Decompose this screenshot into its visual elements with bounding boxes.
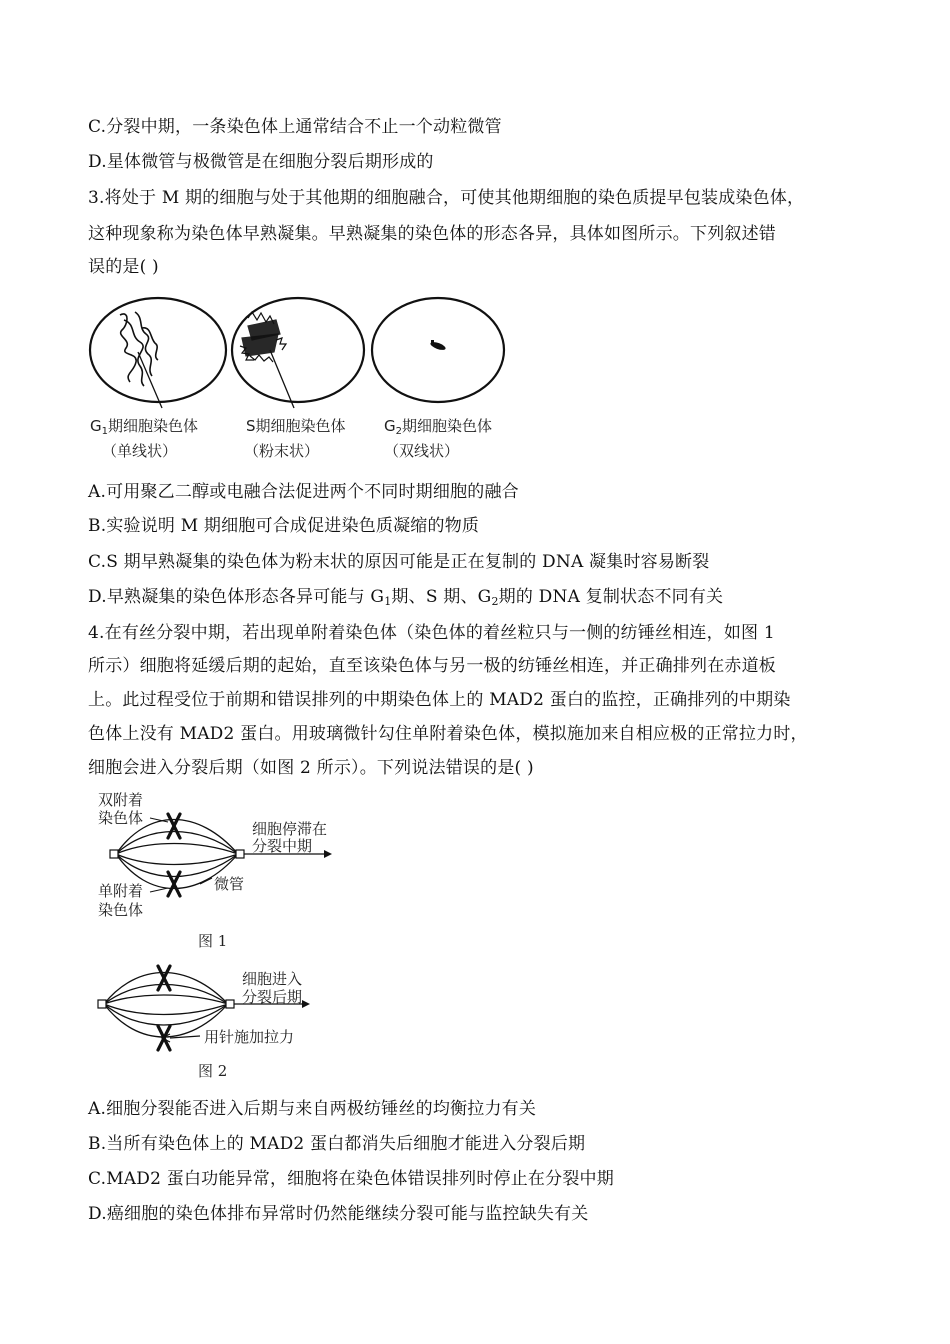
enter-label-1: 细胞进入: [242, 970, 303, 988]
q4-stem-line-5: 细胞会进入分裂后期（如图 2 所示）。下列说法错误的是( ): [88, 758, 534, 778]
double-attached-label-1: 双附着: [98, 791, 144, 809]
q3-stem-line-1: 3.将处于 M 期的细胞与处于其他期的细胞融合，可使其他期细胞的染色质提早包装成染色体，: [88, 188, 805, 208]
q3-option-c: C.S 期早熟凝集的染色体为粉末状的原因可能是正在复制的 DNA 凝集时容易断裂: [88, 552, 710, 572]
single-attached-chromosome: [168, 872, 180, 896]
q3-option-a: A.可用聚乙二醇或电融合法促进两个不同时期细胞的融合: [88, 482, 519, 502]
q2-option-d: D.星体微管与极微管是在细胞分裂后期形成的: [88, 152, 434, 172]
g1-shape-label: （单线状）: [102, 442, 178, 460]
needle-label: 用针施加拉力: [204, 1028, 295, 1046]
s-label: S期细胞染色体: [246, 417, 346, 435]
q4-option-c: C.MAD2 蛋白功能异常，细胞将在染色体错误排列时停止在分裂中期: [88, 1169, 614, 1189]
s-shape-label: （粉末状）: [244, 442, 320, 460]
q3-figure-cells: [80, 290, 520, 470]
pole-right: [236, 850, 244, 858]
pole-left-2: [98, 1000, 106, 1008]
q4-stem-line-4: 色体上没有 MAD2 蛋白。用玻璃微针勾住单附着染色体，模拟施加来自相应极的正常拉力时，: [88, 724, 808, 744]
q3-stem-line-2: 这种现象称为染色体早熟凝集。早熟凝集的染色体的形态各异，具体如图所示。下列叙述错: [88, 224, 776, 244]
g1-cell: [90, 298, 226, 402]
q3-stem-line-3: 误的是( ): [88, 257, 159, 277]
g2-label: $G_2$期细胞染色体: [384, 417, 493, 437]
q4-stem-line-3: 上。此过程受位于前期和错误排列的中期染色体上的 MAD2 蛋白的监控，正确排列的中期染: [88, 690, 791, 710]
g1-label: $G_1$期细胞染色体: [90, 417, 199, 437]
pole-left: [110, 850, 118, 858]
g2-shape-label: （双线状）: [384, 442, 460, 460]
q4-option-a: A.细胞分裂能否进入后期与来自两极纺锤丝的均衡拉力有关: [88, 1099, 537, 1119]
q3-option-d: D.早熟凝集的染色体形态各异可能与 $G_1$期、S 期、$G_2$期的 DNA 复制状态不同有关: [88, 587, 724, 608]
pole-right-2: [226, 1000, 234, 1008]
s-chromosome-powder: [240, 312, 286, 362]
arrest-label-1: 细胞停滞在: [252, 820, 328, 838]
figure-2-caption: 图 2: [198, 1062, 228, 1080]
microtubule-label: 微管: [214, 875, 245, 893]
double-attached-label-2: 染色体: [98, 809, 144, 827]
q4-option-b: B.当所有染色体上的 MAD2 蛋白都消失后细胞才能进入分裂后期: [88, 1134, 586, 1154]
lower-chromosome-fig2: [158, 1026, 170, 1050]
q4-option-d: D.癌细胞的染色体排布异常时仍然能继续分裂可能与监控缺失有关: [88, 1204, 589, 1224]
single-attached-label-2: 染色体: [98, 901, 144, 919]
figure-1-caption: 图 1: [198, 932, 228, 950]
arrest-label-2: 分裂中期: [252, 837, 313, 855]
q4-figure-2: [88, 960, 348, 1085]
q4-stem-line-1: 4.在有丝分裂中期，若出现单附着染色体（染色体的着丝粒只与一侧的纺锤丝相连，如图 1: [88, 623, 775, 643]
q4-stem-line-2: 所示）细胞将延缓后期的起始，直至该染色体与另一极的纺锤丝相连，并正确排列在赤道板: [88, 656, 776, 676]
g2-chromosome-double: [429, 340, 446, 352]
q2-option-c: C.分裂中期，一条染色体上通常结合不止一个动粒微管: [88, 117, 502, 137]
q3-option-b: B.实验说明 M 期细胞可合成促进染色质凝缩的物质: [88, 516, 480, 536]
single-attached-label-1: 单附着: [98, 882, 144, 900]
enter-label-2: 分裂后期: [242, 988, 303, 1006]
q4-figure-1: [88, 788, 348, 958]
upper-chromosome-fig2: [158, 966, 170, 990]
g1-chromosome-threads: [120, 312, 158, 386]
double-attached-chromosome: [168, 814, 180, 838]
g2-cell: [372, 298, 504, 402]
